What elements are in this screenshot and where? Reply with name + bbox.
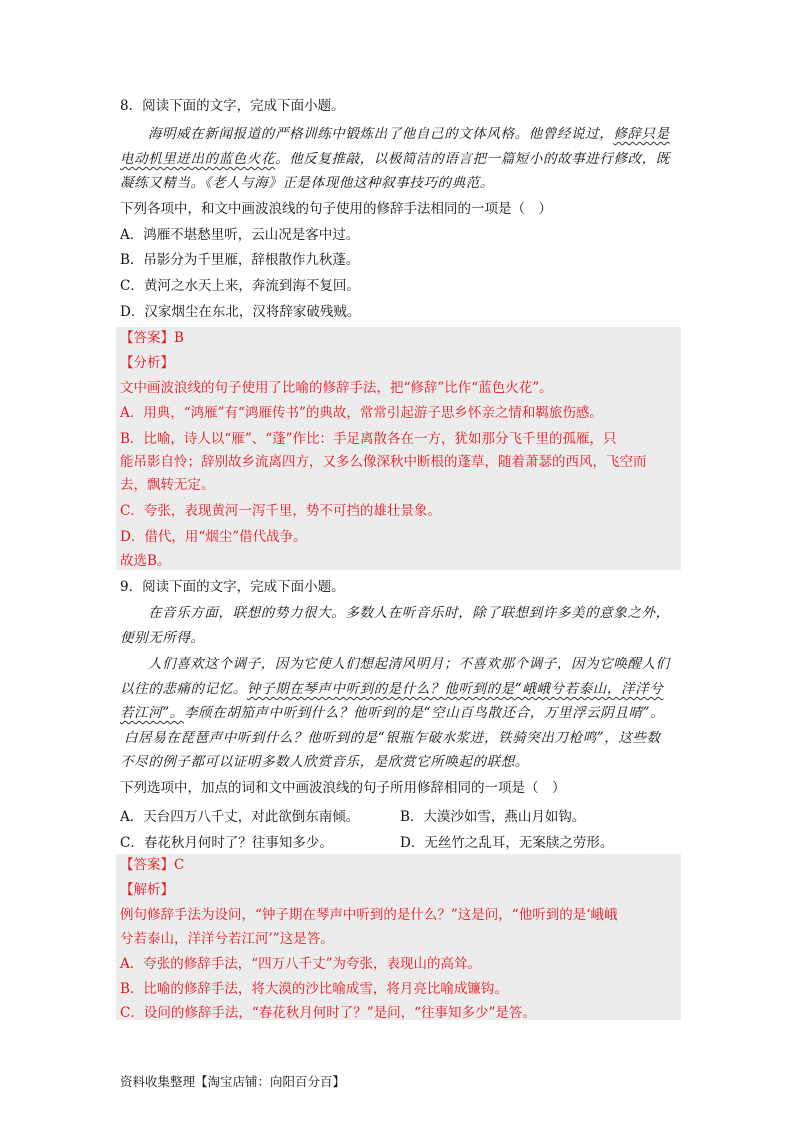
q9-option-a: A．天台四万八千丈，对此欲倒东南倾。 — [120, 809, 360, 825]
q8-answer — [120, 329, 184, 347]
q9-wavy-text: 若江河”。 — [120, 705, 184, 721]
q8-wavy-text: 电动机里迸出的蓝色火花 — [120, 151, 276, 167]
page-footer: 资料收集整理【淘宝店铺：向阳百分百】 — [120, 1074, 346, 1089]
q8-option-d: D．汉家烟尘在东北，汉将辞家破残贼。 — [120, 304, 361, 320]
q9-passage-line: 便别无所得。 — [120, 630, 205, 646]
q9-analysis-label: 【解析】 — [120, 882, 174, 898]
q8-analysis-line: D．借代，用“烟尘”借代战争。 — [120, 529, 307, 545]
q8-option-b: B．吊影分为千里雁，辞根散作九秋蓬。 — [120, 252, 360, 268]
q9-passage-line: 白居易在琵琶声中听到什么？他听到的是“银瓶乍破水浆迸，铁骑突出刀枪鸣”，这些数 — [124, 730, 661, 746]
q9-wavy-text: 钟子期在琴声中听到的是什么？他听到的是“峨峨兮若泰山，洋洋兮 — [246, 681, 664, 697]
q8-option-c: C．黄河之水天上来，奔流到海不复回。 — [120, 278, 360, 294]
q8-analysis-line: 能吊影自怜；辞别故乡流离四方，又多么像深秋中断根的蓬草，随着萧瑟的西风，飞空而 — [120, 454, 647, 470]
q8-analysis-label: 【分析】 — [120, 355, 174, 371]
answer-value: B — [174, 330, 184, 346]
q9-stem: 9．阅读下面的文字，完成下面小题。 — [120, 579, 345, 595]
q8-wavy-text: 修辞只是 — [613, 126, 670, 142]
q9-option-d: D．无丝竹之乱耳，无案牍之劳形。 — [400, 835, 614, 851]
q9-analysis-line: 兮若泰山，洋洋兮若江河’”这是答。 — [120, 931, 334, 947]
q9-analysis-line: 例句修辞手法为设问，“钟子期在琴声中听到的是什么？”这是问，“他听到的是‘峨峨 — [120, 907, 618, 923]
q8-stem: 8．阅读下面的文字，完成下面小题。 — [120, 98, 345, 114]
q8-question: 下列各项中，和文中画波浪线的句子使用的修辞手法相同的一项是（ ） — [120, 201, 552, 217]
q9-option-c: C．春花秋月何时了？往事知多少。 — [120, 835, 333, 851]
q8-analysis-line: B．比喻，诗人以“雁”、“蓬”作比：手足离散各在一方，犹如那分飞千里的孤雁，只 — [120, 431, 617, 447]
q9-passage-line: 以往的悲痛的记忆。钟子期在琴声中听到的是什么？他听到的是“峨峨兮若泰山，洋洋兮 — [120, 681, 664, 697]
q8-option-a: A．鸿雁不堪愁里听，云山况是客中过。 — [120, 227, 360, 243]
q9-analysis-line: B．比喻的修辞手法，将大漠的沙比喻成雪，将月亮比喻成镰钩。 — [120, 981, 508, 997]
q8-passage-line-1: 海明威在新闻报道的严格训练中锻炼出了他自己的文体风格。他曾经说过，修辞只是 — [148, 126, 670, 142]
q9-analysis-line: A．夸张的修辞手法，“四万八千丈”为夸张，表现山的高耸。 — [120, 956, 482, 972]
q9-analysis-line: C．设问的修辞手法，“春花秋月何时了？”是问，“往事知多少”是答。 — [120, 1005, 536, 1021]
q8-analysis-line: A．用典，“鸿雁”有“鸿雁传书”的典故，常常引起游子思乡怀亲之情和羁旅伤感。 — [120, 405, 603, 421]
answer-value: C — [174, 857, 185, 873]
q9-question: 下列选项中，加点的词和文中画波浪线的句子所用修辞相同的一项是（ ） — [120, 780, 566, 796]
q9-passage-line: 若江河”。李颀在胡笳声中听到什么？他听到的是“空山百鸟散还合，万里浮云阴且晴”。 — [120, 705, 665, 721]
q8-conclusion: 故选B。 — [120, 553, 171, 569]
q8-analysis-line: 文中画波浪线的句子使用了比喻的修辞手法，把“修辞”比作“蓝色火花”。 — [120, 380, 553, 396]
q9-answer — [120, 856, 184, 874]
q8-analysis-line: C．夸张，表现黄河一泻千里，势不可挡的雄壮景象。 — [120, 503, 441, 519]
q8-analysis-line: 去，飘转无定。 — [120, 477, 215, 493]
q8-passage-line-2: 电动机里迸出的蓝色火花。他反复推敲，以极简洁的语言把一篇短小的故事进行修改，既 — [120, 151, 670, 167]
q8-passage-line-3: 凝练又精当。《老人与海》正是体现他这种叙事技巧的典范。 — [120, 175, 494, 191]
q9-passage-line: 在音乐方面，联想的势力很大。多数人在听音乐时，除了联想到许多美的意象之外， — [148, 605, 670, 621]
q9-option-b: B．大漠沙如雪，燕山月如钩。 — [400, 809, 586, 825]
answer-label: 【答案】 — [120, 330, 174, 346]
q9-passage-line: 人们喜欢这个调子，因为它使人们想起清风明月；不喜欢那个调子，因为它唤醒人们 — [148, 656, 670, 672]
q9-passage-line: 不尽的例子都可以证明多数人欣赏音乐，是欣赏它所唤起的联想。 — [120, 754, 529, 770]
answer-label: 【答案】 — [120, 857, 174, 873]
